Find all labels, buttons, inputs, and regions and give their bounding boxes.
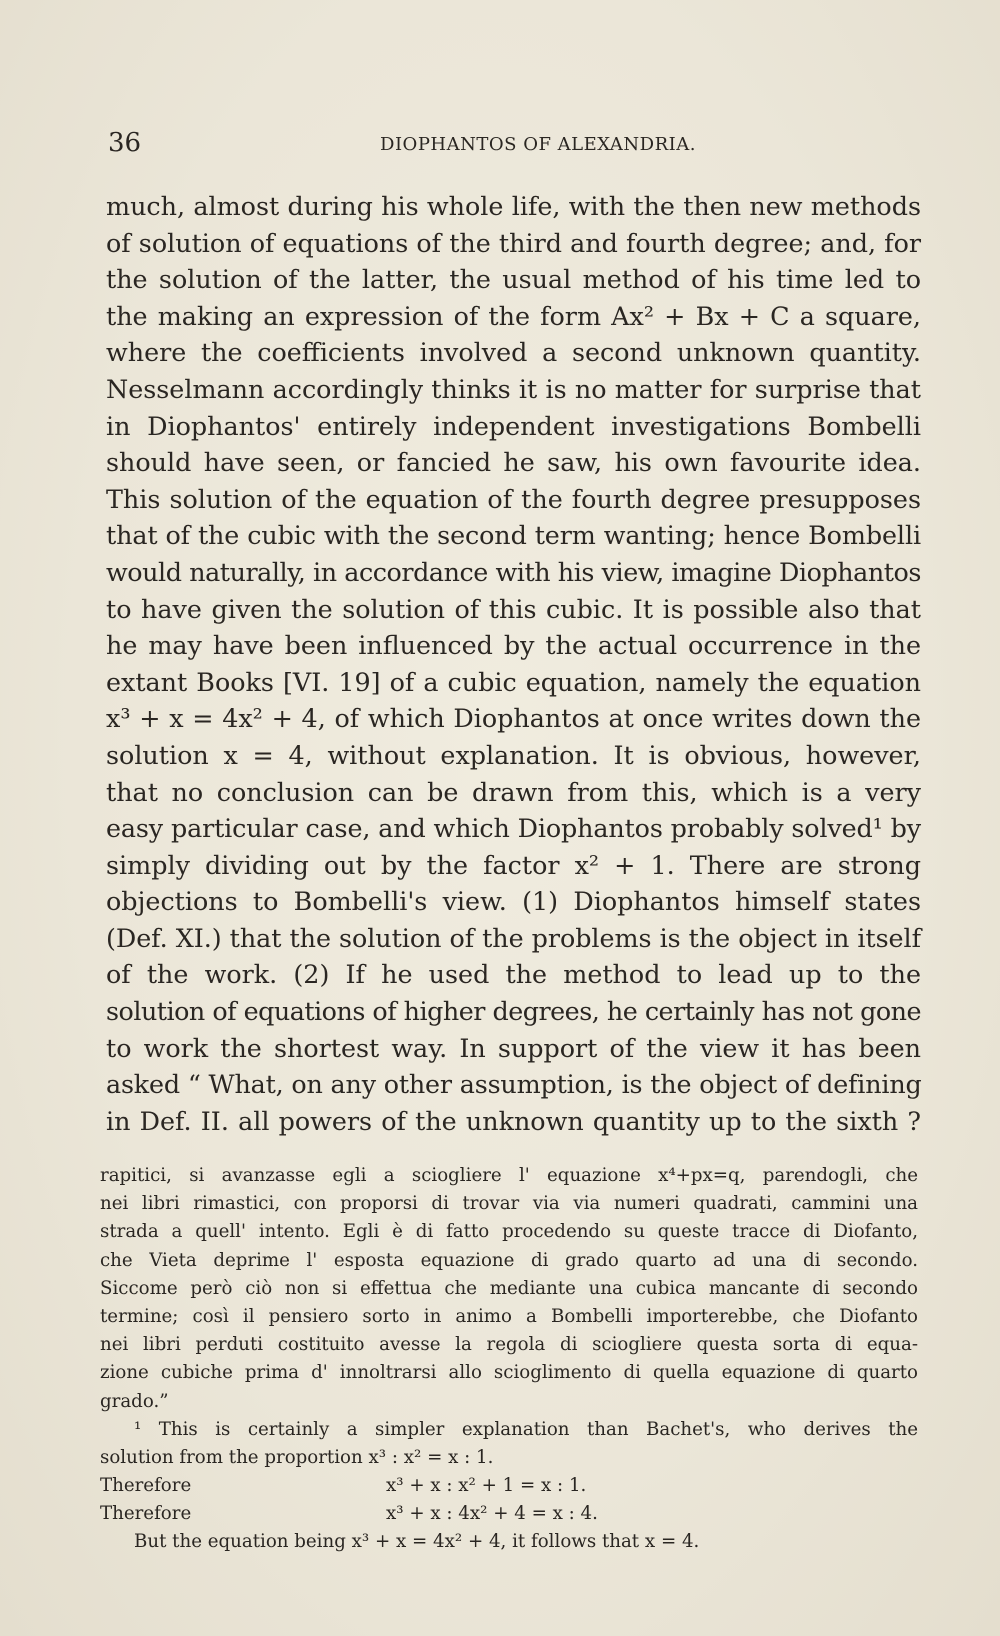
footnote-line: grado.”	[100, 1390, 169, 1412]
footnote-line: nei libri rimastici, con proporsi di trovar via via numeri quadrati, cammini una	[100, 1193, 918, 1215]
page-header	[108, 128, 928, 168]
text-line: where the coefficients involved a second unknown quantity.	[106, 337, 921, 368]
text-line: x³ + x = 4x² + 4, of which Diophantos at once writes down the	[106, 703, 921, 734]
text-line: simply dividing out by the factor x² + 1. There are strong	[106, 849, 921, 880]
text-line: to work the shortest way. In support of the view it has been	[106, 1032, 921, 1063]
footnote-line: che Vieta deprime l' esposta equazione di grado quarto ad una di secondo.	[100, 1249, 918, 1271]
text-line: objections to Bombelli's view. (1) Diophantos himself states	[106, 886, 921, 917]
text-line: asked “ What, on any other assumption, is the object of defining	[106, 1069, 922, 1100]
equation: x³ + x : 4x² + 4 = x : 4.	[386, 1503, 598, 1525]
text-line: solution of equations of higher degrees, he certainly has not gone	[106, 996, 921, 1027]
footnote-line: termine; così il pensiero sorto in animo a Bombelli importerebbe, che Diofanto	[100, 1306, 918, 1328]
footnote-line: rapitici, si avanzasse egli a sciogliere l' equazione x⁴+px=q, parendogli, che	[100, 1165, 918, 1186]
text-line: that of the cubic with the second term wanting; hence Bombelli	[106, 520, 921, 551]
therefore-label: Therefore	[100, 1475, 192, 1497]
text-line: he may have been influenced by the actual occurrence in the	[106, 630, 921, 661]
therefore-label: Therefore	[100, 1503, 192, 1525]
text-line: This solution of the equation of the fourth degree presupposes	[106, 483, 921, 514]
text-line: (Def. XI.) that the solution of the problems is the object in itself	[106, 922, 921, 953]
footnote-line: nei libri perduti costituito avesse la regola di sciogliere questa sorta di equa-	[100, 1334, 918, 1356]
footnote-conclusion: But the equation being x³ + x = 4x² + 4, it follows that x = 4.	[134, 1531, 700, 1553]
text-line: should have seen, or fancied he saw, his own favourite idea.	[106, 447, 921, 478]
footnote-line: strada a quell' intento. Egli è di fatto procedendo su queste tracce di Diofanto,	[100, 1221, 918, 1243]
running-title: DIOPHANTOS OF ALEXANDRIA.	[380, 134, 696, 155]
text-line: of the work. (2) If he used the method to lead up to the	[106, 959, 921, 990]
footnote-equation-row	[100, 1472, 918, 1500]
text-line: solution x = 4, without explanation. It is obvious, however,	[106, 739, 921, 770]
footnote-equation-row	[100, 1500, 918, 1528]
text-line: the solution of the latter, the usual method of his time led to	[106, 264, 921, 295]
text-line: in Diophantos' entirely independent investigations Bombelli	[106, 410, 921, 441]
text-line: easy particular case, and which Diophantos probably solved¹ by	[106, 813, 921, 844]
equation: x³ + x : x² + 1 = x : 1.	[386, 1475, 587, 1497]
main-text	[106, 188, 921, 1139]
text-line: to have given the solution of this cubic. It is possible also that	[106, 593, 921, 624]
text-line: of solution of equations of the third and fourth degree; and, for	[106, 227, 921, 258]
text-line: the making an expression of the form Ax² + Bx + C a square,	[106, 300, 921, 331]
footnote-1-text: solution from the proportion x³ : x² = x : 1.	[100, 1447, 494, 1469]
footnote-line: zione cubiche prima d' innoltrarsi allo scioglimento di quella equazione di quarto	[100, 1362, 918, 1384]
text-line: that no conclusion can be drawn from this, which is a very	[106, 776, 921, 807]
footnotes	[100, 1162, 918, 1556]
footnote-1-text: ¹ This is certainly a simpler explanation than Bachet's, who derives the	[134, 1418, 918, 1440]
text-line: Nesselmann accordingly thinks it is no matter for surprise that	[106, 373, 921, 404]
text-line: in Def. II. all powers of the unknown quantity up to the sixth ?	[106, 1105, 921, 1136]
text-line: much, almost during his whole life, with the then new methods	[106, 191, 921, 221]
footnote-line: Siccome però ciò non si effettua che mediante una cubica mancante di secondo	[100, 1277, 918, 1299]
text-line: extant Books [VI. 19] of a cubic equation, namely the equation	[106, 666, 921, 697]
text-line: would naturally, in accordance with his view, imagine Diophantos	[106, 556, 921, 587]
page-number: 36	[108, 128, 142, 158]
